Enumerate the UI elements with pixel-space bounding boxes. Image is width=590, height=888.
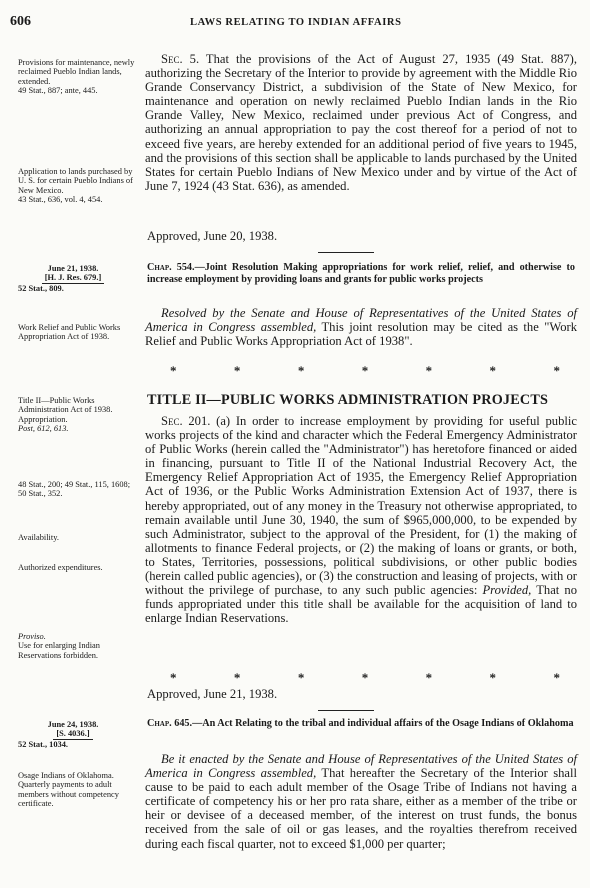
margin-note-application: Application to lands purchased by U. S. for certain Pueblo Indians of New Mexico. 43 Stat., 636, vol. 4, 454.	[18, 167, 133, 205]
proviso-word: Provided,	[482, 583, 532, 598]
divider-rule-2	[318, 710, 374, 711]
section-omission-stars-2: * * * * * * *	[170, 670, 560, 685]
page-number: 606	[10, 14, 31, 29]
running-head: LAWS RELATING TO INDIAN AFFAIRS	[190, 17, 402, 28]
chapter-554-label: Chap. 554.	[147, 262, 195, 273]
resolution-clause: Resolved by the Senate and House of Representatives of the United States of America in Congress assembled, This joint resolution may be cited as the "Work Relief and Public Works Appropriation Act of 1938".	[145, 306, 577, 349]
enacting-clause-block: Be it enacted by the Senate and House of Representatives of the United States of America in Congress assembled, That hereafter the Secretary of the Interior shall cause to be paid to each adult member of the Osage Tribe of Indians not having a certificate of competency his or her pro rata share, either as a member of the tribe or heir or devisee of a deceased member, of the interest on trust funds, the bonus received from the sale of oil or gas leases, and the royalties therefrom received during each fiscal quarter, not to exceed $1,000 per quarter;	[145, 752, 577, 851]
chapter-554-heading: Chap. 554.—Joint Resolution Making appropriations for work relief, relief, and otherwise to increase employment by providing loans and grants for public works projects	[147, 262, 575, 285]
margin-note-expenditures: Authorized expenditures.	[18, 563, 103, 572]
section-5	[145, 52, 577, 193]
enacting-clause: Be it enacted by the Senate and House of Representatives of the United States of America in Congress assembled,	[145, 752, 577, 781]
approval-line-1: Approved, June 20, 1938.	[147, 229, 278, 243]
chapter-645-label: Chap. 645.	[147, 718, 193, 729]
margin-note-osage: Osage Indians of Oklahoma. Quarterly payments to adult members without competency certificate.	[18, 771, 119, 809]
approval-line-2: Approved, June 21, 1938.	[147, 687, 278, 701]
margin-note-citations: 48 Stat., 200; 49 Stat., 115, 1608; 50 Stat., 352.	[18, 480, 131, 499]
margin-note-title-ii: Title II—Public Works Administration Act of 1938. Appropriation. Post, 612, 613.	[18, 396, 113, 434]
section-5-text: Sec. 5. That the provisions of the Act of August 27, 1935 (49 Stat. 887), authorizing the Secretary of the Interior to provide by agreement with the Middle Rio Grande Conservancy District, a subdivision of the State of New Mexico, for maintenance and operation on newly reclaimed Pueblo Indian lands in the Rio Grande Valley, New Mexico, reclaimed under previous Act of Congress, and authorizing an annual appropriation to pay the cost thereof for a period of not to exceed five years, are hereby extended for an additional period of five years to 1945, and the provisions of this section shall be applicable to lands purchased by the United States for certain Pueblo Indians of New Mexico under and by virtue of the Act of June 7, 1924 (43 Stat. 636), as amended.	[145, 52, 578, 193]
margin-date-block-1: June 21, 1938. [H. J. Res. 679.] 52 Stat., 809.	[18, 264, 128, 293]
resolving-clause: Resolved by the Senate and House of Representatives of the United States of America in Congress assembled,	[145, 306, 577, 335]
margin-note-short-title: Work Relief and Public Works Appropriation Act of 1938.	[18, 323, 121, 342]
section-5-label: Sec. 5.	[161, 52, 200, 66]
section-201-text: Sec. 201. (a) In order to increase employment by providing for useful public works projects of the kind and character which the Federal Emergency Administrator of Public Works (herein called the "Administrator") has heretofore financed or aided in financing, pursuant to Title II of the National Industrial Recovery Act, the Emergency Relief Appropriation Act of 1935, the Emergency Relief Appropriation Act of 1936, or the Public Works Administration Extension Act of 1937, there is hereby appropriated, out of any money in the Treasury not otherwise appropriated, to remain available until June 30, 1940, the sum of $965,000,000, to be expended by such Administrator, subject to the approval of the President, for (1) the making of allotments to finance Federal projects, or (2) the making of loans or grants, or both, to States, Territories, possessions, political subdivisions, or other public bodies (herein called public agencies), or (3) the construction and leasing of projects, with or without the privilege of purchase, to any such public agencies: Provided, That no funds appropriated under this title shall be available for the acquisition of land to enlarge Indian Reservations.	[145, 414, 577, 626]
divider-rule	[318, 252, 374, 253]
section-201-label: Sec. 201.	[161, 414, 211, 428]
margin-note-availability: Availability.	[18, 533, 59, 542]
chapter-645-heading: Chap. 645.—An Act Relating to the tribal and individual affairs of the Osage Indians of Oklahoma	[147, 718, 574, 729]
section-omission-stars: * * * * * * *	[170, 363, 560, 378]
margin-note-proviso: Proviso. Use for enlarging Indian Reservations forbidden.	[18, 632, 100, 660]
margin-date-block-2: June 24, 1938. [S. 4036.] 52 Stat., 1034.	[18, 720, 99, 749]
margin-note-maintenance: Provisions for maintenance, newly reclaimed Pueblo Indian lands, extended. 49 Stat., 887; ante, 445.	[18, 58, 135, 96]
section-201	[145, 414, 577, 625]
title-ii-heading: TITLE II—PUBLIC WORKS ADMINISTRATION PROJECTS	[147, 392, 549, 408]
